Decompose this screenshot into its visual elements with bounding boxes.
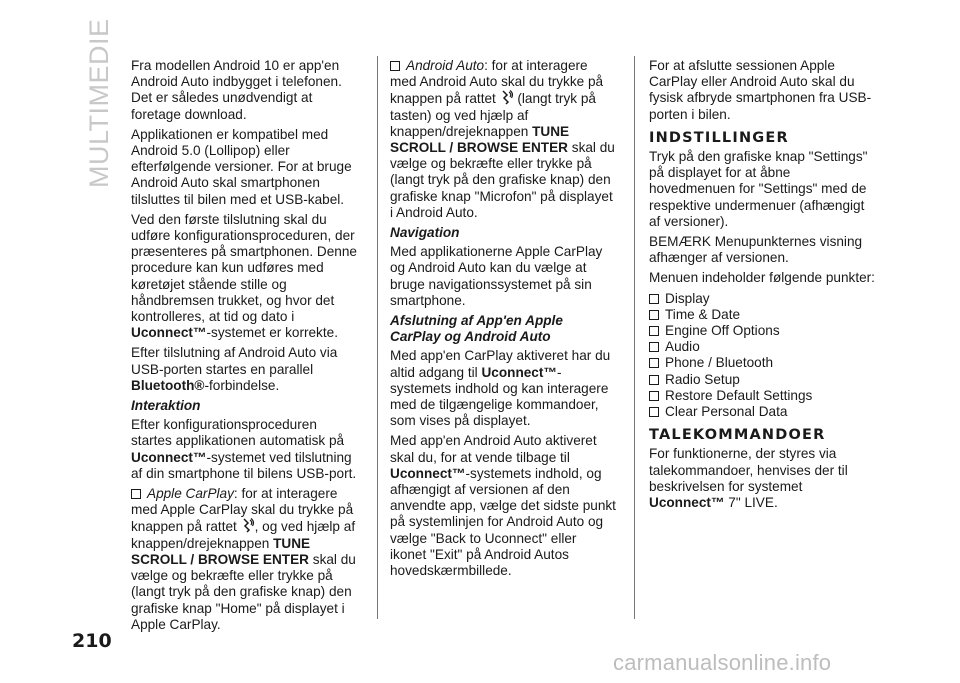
column-3 [649,58,875,515]
list-item [649,372,875,388]
settings-menu-list [649,291,875,421]
paragraph [390,348,616,429]
list-item [649,307,875,323]
paragraph: Menuen indeholder følgende punkter: [649,270,875,286]
paragraph: BEMÆRK Menupunkternes visning afhænger af versionen. [649,234,863,266]
checkbox-bullet-icon [649,391,659,401]
text-run: Apple CarPlay [147,486,234,502]
checkbox-bullet-icon [131,489,141,499]
brand-name: Bluetooth® [131,377,205,393]
heading-talekommandoer: TALEKOMMANDOER [649,427,826,444]
checkbox-bullet-icon [649,294,659,304]
list-item [649,323,875,339]
brand-name: Uconnect™ [649,495,725,511]
list-item-label: Phone / Bluetooth [665,355,774,371]
text-run: Med app'en CarPlay aktiveret har du altid adgang til [390,348,611,380]
list-item-label: Display [665,290,710,306]
text-run: : for at interagere med Apple CarPlay skal du trykke på knappen på rattet [131,486,354,535]
checkbox-bullet-icon [649,358,659,368]
control-name: TUNE SCROLL / BROWSE ENTER [390,123,570,156]
text-run: (langt tryk på tasten) og ved hjælp af knappen/drejeknappen [390,91,596,139]
list-item [649,339,875,355]
subheading-navigation: Navigation [390,225,460,241]
voice-command-icon [241,518,255,533]
text-run: -forbindelse. [204,377,280,393]
list-item [649,291,875,307]
brand-name: Uconnect™ [481,364,557,380]
text-run: Med app'en Android Auto aktiveret skal du, for at vende tilbage til [390,433,597,465]
list-item [649,388,875,404]
column-1 [131,58,357,637]
checkbox-bullet-icon [649,342,659,352]
paragraph: Med applikationerne Apple CarPlay og Android Auto kan du vælge at bruge navigationssystemet på sin smartphone. [390,244,603,308]
column-divider-2 [634,56,635,619]
paragraph [649,446,875,511]
text-run: -systemets indhold, og afhængigt af versionen af den anvendte app, vælge det sidste punkt på systemlinjen for Android Auto og vælge "Back to Uconnect" eller ikonet "Exit" på Android Autos hovedskærmbillede. [390,465,616,579]
text-run: For funktionerne, der styres via talekommandoer, henvises der til beskrivelsen for systemet [649,446,848,494]
column-divider-1 [377,56,378,619]
paragraph [131,417,357,482]
list-item-label: Restore Default Settings [665,387,813,403]
text-run: -systemet ved tilslutning af din smartphone til bilens USB-port. [131,449,357,481]
paragraph [390,433,616,579]
text-run: -systemets indhold og kan interagere med de tilgængelige kommandoer, som vises på displayet. [390,364,609,429]
brand-name: Uconnect™ [131,325,207,341]
page-number: 210 [72,630,112,652]
text-run: -systemet er korrekte. [206,325,338,341]
control-name: TUNE SCROLL / BROWSE ENTER [131,535,311,567]
text-run: skal du vælge og bekræfte eller trykke på (langt tryk på den grafiske knap) den grafiske knap "Home" på displayet i Apple CarPlay. [131,551,356,632]
list-item-label: Time & Date [665,306,741,322]
text-run: Android Auto [406,58,485,73]
paragraph [131,345,357,394]
list-item-label: Clear Personal Data [665,404,788,420]
paragraph: Applikationen er kompatibel med Android 5.0 (Lollipop) eller efterfølgende versioner. For at bruge Android Auto skal smartphonen tilsluttes til bilen med et USB-kabel. [131,126,352,207]
text-run: 7" LIVE. [724,495,778,511]
brand-name: Uconnect™ [390,465,466,481]
watermark: carmanualsonline.info [613,650,832,675]
text-run: , og ved hjælp af knappen/drejeknappen [131,519,356,551]
checkbox-bullet-icon [649,326,659,336]
bullet-paragraph [390,58,616,221]
checkbox-bullet-icon [649,375,659,385]
text-run: skal du vælge og bekræfte eller trykke på (langt tryk på den grafiske knap) den grafiske knap "Microfon" på displayet i Android Auto. [390,140,615,220]
checkbox-bullet-icon [649,407,659,417]
section-title [78,18,114,188]
section-title-text: MULTIMEDIE [84,18,114,188]
checkbox-bullet-icon [390,61,400,71]
subheading-afslutning: Afslutning af App'en Apple CarPlay og Android Auto [390,313,563,345]
heading-indstillinger: INDSTILLINGER [649,129,789,146]
list-item-label: Radio Setup [665,371,740,387]
subheading-interaktion: Interaktion [131,398,201,414]
list-item [649,404,875,420]
list-item-label: Engine Off Options [665,323,780,339]
voice-command-icon [500,90,514,105]
text-run: Efter konfigurationsproceduren startes applikationen automatisk på [131,417,345,449]
text-run: Ved den første tilslutning skal du udføre konfigurationsproceduren, der præsenteres på smartphonen. Denne procedure kan kun udføres med køretøjet stående stille og håndbremsen trukket, og hvor det kontrolleres, at tid og dato i [131,211,357,325]
list-item-label: Audio [665,339,700,355]
paragraph [131,212,357,342]
paragraph: Fra modellen Android 10 er app'en Android Auto indbygget i telefonen. Det er således unødvendigt at foretage download. [131,58,342,122]
checkbox-bullet-icon [649,310,659,320]
paragraph: Tryk på den grafiske knap "Settings" på displayet for at åbne hovedmenuen for "Settings" med de respektive undermenuer (afhængigt af versioner). [649,149,868,229]
text-run: Efter tilslutning af Android Auto via USB-porten startes en parallel [131,345,338,377]
brand-name: Uconnect™ [131,449,207,465]
bullet-paragraph [131,486,357,633]
text-run: : for at interagere med Android Auto skal du trykke på knappen på rattet [390,58,604,107]
paragraph: For at afslutte sessionen Apple CarPlay eller Android Auto skal du fysisk afbryde smartphonen fra USB-porten i bilen. [649,58,872,122]
column-2 [390,58,616,583]
list-item [649,355,875,371]
